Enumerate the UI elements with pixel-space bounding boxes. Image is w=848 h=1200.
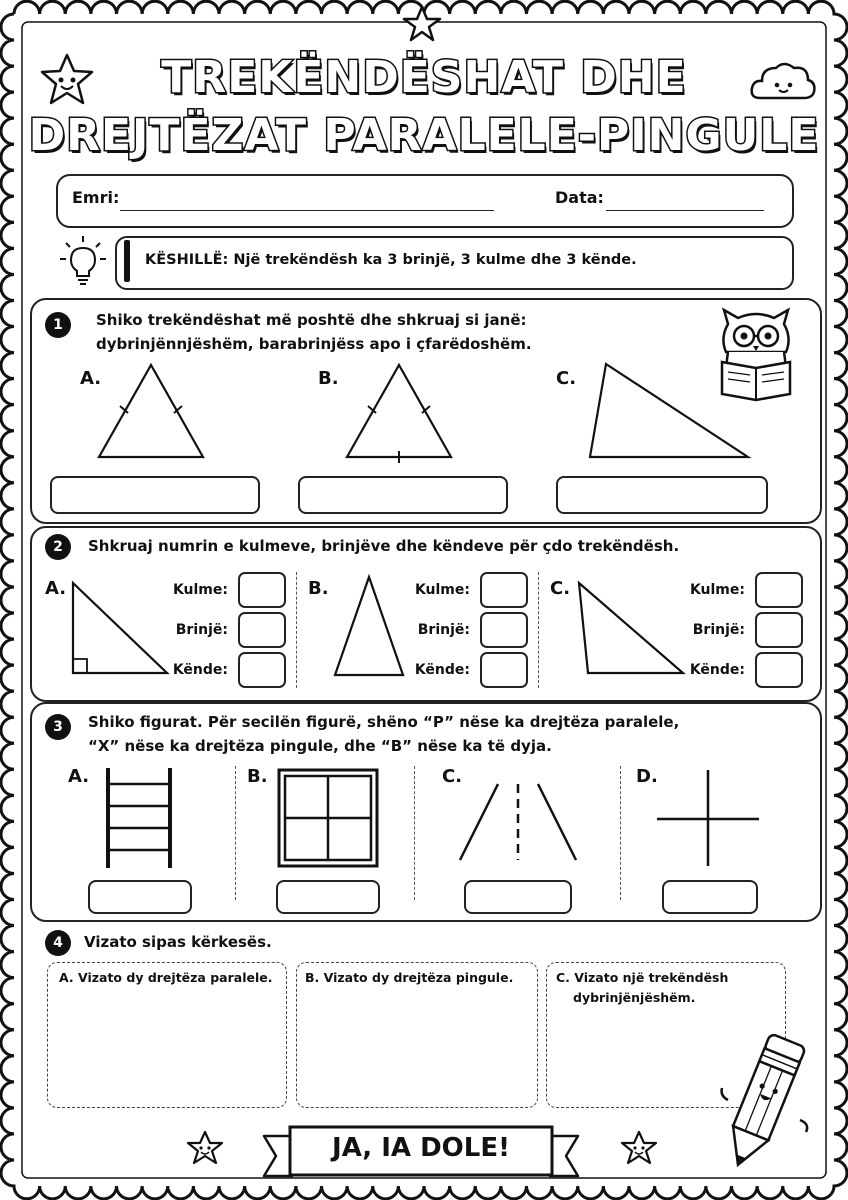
section-3-answer-c[interactable] bbox=[464, 880, 572, 914]
section-1-answer-b[interactable] bbox=[298, 476, 508, 514]
section-3-number: 3 bbox=[45, 714, 71, 740]
section-1-question-line1: Shiko trekëndëshat më poshtë dhe shkruaj si janë: bbox=[96, 311, 527, 329]
section-4-number: 4 bbox=[45, 930, 71, 956]
perpendicular-cross-figure bbox=[655, 768, 761, 868]
section-2-a-vertices-label: Kulme: bbox=[172, 582, 228, 598]
section-2-letter-a: A. bbox=[45, 578, 67, 599]
section-3-letter-c: C. bbox=[442, 766, 463, 787]
tip-text: Një trekëndësh ka 3 brinjë, 3 kulme dhe 3 kënde. bbox=[233, 252, 637, 268]
section-2-a-vertices-input[interactable] bbox=[238, 572, 286, 608]
footer-banner-text: JA, IA DOLE! bbox=[332, 1133, 510, 1163]
page-title-line2: DREJTËZAT PARALELE-PINGULE bbox=[28, 110, 820, 161]
section-2-question: Shkruaj numrin e kulmeve, brinjëve dhe këndeve për çdo trekëndësh. bbox=[88, 537, 680, 555]
ladder-figure bbox=[104, 766, 174, 870]
draw-task-b: B. Vizato dy drejtëza pingule. bbox=[305, 970, 514, 985]
section-3-letter-d: D. bbox=[636, 766, 658, 787]
section-2-a-angles-label: Kënde: bbox=[172, 662, 228, 678]
star-face-icon bbox=[186, 1130, 224, 1166]
name-date-box bbox=[56, 174, 794, 228]
section-1-number: 1 bbox=[45, 312, 71, 338]
section-2-b-sides-input[interactable] bbox=[480, 612, 528, 648]
divider bbox=[235, 766, 236, 900]
section-2-letter-c: C. bbox=[550, 578, 571, 599]
pencil-character-icon bbox=[714, 1028, 814, 1178]
section-3-question-line1: Shiko figurat. Për secilën figurë, shëno “P” nëse ka drejtëza paralele, bbox=[88, 713, 680, 731]
section-1-answer-c[interactable] bbox=[556, 476, 768, 514]
page-title-line1: TREKËNDËSHAT DHE bbox=[161, 52, 687, 103]
section-2-c-sides-label: Brinjë: bbox=[692, 622, 745, 638]
section-2-a-sides-input[interactable] bbox=[238, 612, 286, 648]
date-label: Data: bbox=[555, 188, 604, 207]
window-grid-figure bbox=[277, 768, 379, 868]
section-3-answer-d[interactable] bbox=[662, 880, 758, 914]
draw-task-c-line2: dybrinjënjëshëm. bbox=[573, 990, 696, 1005]
section-2-c-angles-label: Kënde: bbox=[689, 662, 745, 678]
road-lines-figure bbox=[458, 782, 580, 862]
triangle-c-scalene bbox=[588, 362, 752, 460]
section-1-letter-b: B. bbox=[318, 368, 339, 389]
section-2-letter-b: B. bbox=[308, 578, 329, 599]
section-2-c-sides-input[interactable] bbox=[755, 612, 803, 648]
section-2-c-vertices-input[interactable] bbox=[755, 572, 803, 608]
star-face-icon bbox=[620, 1130, 658, 1166]
triangle-a-isosceles bbox=[95, 362, 207, 460]
tip-text-row bbox=[145, 252, 637, 268]
divider bbox=[414, 766, 415, 900]
name-field[interactable] bbox=[120, 210, 494, 211]
section-2-a-sides-label: Brinjë: bbox=[175, 622, 228, 638]
section-2-b-angles-label: Kënde: bbox=[414, 662, 470, 678]
section-2-number: 2 bbox=[45, 534, 71, 560]
section-1-letter-a: A. bbox=[80, 368, 102, 389]
section-2-c-angles-input[interactable] bbox=[755, 652, 803, 688]
section-3-answer-a[interactable] bbox=[88, 880, 192, 914]
section-2-c-vertices-label: Kulme: bbox=[689, 582, 745, 598]
section-2-b-vertices-label: Kulme: bbox=[414, 582, 470, 598]
tip-accent-bar bbox=[124, 240, 130, 282]
section-2-b-angles-input[interactable] bbox=[480, 652, 528, 688]
section-2-b-sides-label: Brinjë: bbox=[417, 622, 470, 638]
star-icon bbox=[402, 4, 442, 44]
lightbulb-icon bbox=[58, 234, 108, 286]
triangle-b-equilateral bbox=[343, 362, 455, 464]
name-label: Emri: bbox=[72, 188, 120, 207]
section-2-a-angles-input[interactable] bbox=[238, 652, 286, 688]
section-1-letter-c: C. bbox=[556, 368, 577, 389]
section-1-answer-a[interactable] bbox=[50, 476, 260, 514]
section-3-letter-b: B. bbox=[247, 766, 268, 787]
draw-task-a: A. Vizato dy drejtëza paralele. bbox=[59, 970, 273, 985]
divider bbox=[538, 572, 539, 688]
section-4-question: Vizato sipas kërkesës. bbox=[84, 933, 272, 951]
divider bbox=[620, 766, 621, 900]
divider bbox=[296, 572, 297, 688]
section-1-question-line2: dybrinjënnjëshëm, barabrinjëss apo i çfarëdoshëm. bbox=[96, 335, 532, 353]
date-field[interactable] bbox=[606, 210, 764, 211]
section-3-letter-a: A. bbox=[68, 766, 90, 787]
tip-label: KËSHILLË: bbox=[145, 252, 229, 268]
draw-task-c-line1: C. Vizato një trekëndësh bbox=[556, 970, 729, 985]
section-3-question-line2: “X” nëse ka drejtëza pingule, dhe “B” nëse ka të dyja. bbox=[88, 737, 552, 755]
section-2-b-vertices-input[interactable] bbox=[480, 572, 528, 608]
section-3-answer-b[interactable] bbox=[276, 880, 380, 914]
